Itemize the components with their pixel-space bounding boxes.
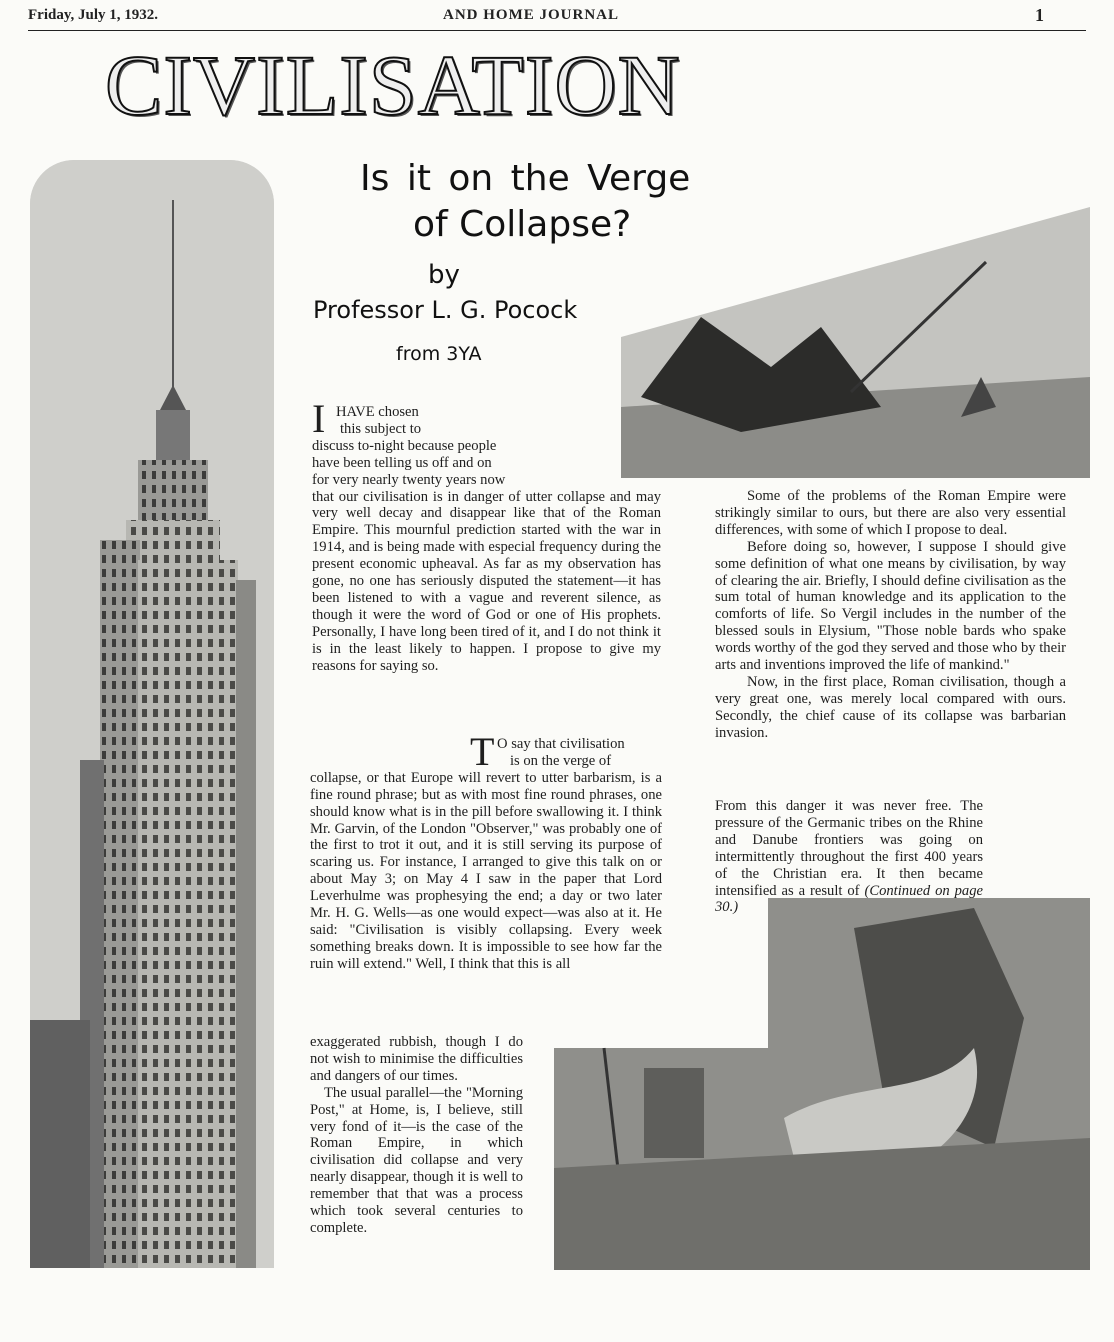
drop-cap-t: T <box>470 729 495 774</box>
intro-line: O say that civilisation <box>497 736 625 752</box>
article-title: CIVILISATION <box>105 37 681 133</box>
article-column-2-tail <box>715 798 983 916</box>
paragraph-text-span: From this danger it was never free. The pressure of the Germanic tribes on the Rhine and Danube frontiers was going on intermittently throughout the first 400 years of the Christian era. It then became intensified as a result of <box>715 798 983 899</box>
paragraph-text: collapse, or that Europe will revert to utter barbarism, is a fine round phrase; but as with most fine round phrases, one should know what is in the pill before swallowing it. I think Mr. Garvin, of the London "Observer," was probably one of the first to trot it out, and it is still serving its purpose of scaring us. For instance, I arranged to give this talk on or about May 3; on May 4 I saw in the paper that Lord Leverhulme was prophesying the end; a day or two later Mr. H. G. Wells—as one would expect—was also at it. He said: "Civilisation is visibly collapsing. Every week something breaks down. It is impossible to see how far the ruin will extend." Well, I think that this is all <box>310 769 662 972</box>
article-column-2 <box>715 488 1066 742</box>
paragraph-text <box>715 798 983 916</box>
article-column-1-para-2-tail <box>310 1034 523 1237</box>
paragraph-text: Before doing so, however, I suppose I should give some definition of what one means by civilisation, by way of clearing the air. Briefly, I should define civilisation as the sum total of human knowledge and its application to the comforts of life. So Vergil includes in the number of the blessed souls in Elysium, "Those noble bards who spake words worthy of the god they served and those who by their arts and inventions improved the life of mankind." <box>715 538 1066 674</box>
drop-cap-i: I <box>312 396 326 441</box>
publication-name: AND HOME JOURNAL <box>443 7 619 23</box>
intro-line: have been telling us off and on <box>312 454 492 471</box>
paragraph-text: Some of the problems of the Roman Empire were strikingly similar to ours, but there are also very essential differences, with some of which I propose to deal. <box>715 488 1066 538</box>
paragraph-text: that our civilisation is in danger of utter collapse and may very well decay and disappear like that of the Roman Empire. This mournful prediction started with the war in 1914, and is being made with especial frequency during the present economic upheaval. As far as my observation has gone, no one has seriously disputed the statement—it has been listened to with a vague and reverent silence, as though it were the word of God or one of His prophets. Personally, I have long been tired of it, and I do not think it is in the least likely to happen. I propose to give my reasons for saying so. <box>312 488 661 674</box>
author-name: Professor L. G. Pocock <box>313 296 578 324</box>
article-column-1-para-1 <box>312 396 661 675</box>
page-number: 1 <box>1035 5 1044 25</box>
byline-by: by <box>428 260 460 290</box>
skyscraper-photo <box>30 160 274 1268</box>
intro-line: is on the verge of <box>510 752 612 769</box>
station-name: from 3YA <box>396 343 482 365</box>
issue-date: Friday, July 1, 1932. <box>28 7 159 23</box>
article-column-1-para-2 <box>310 729 662 973</box>
paragraph-text: Now, in the first place, Roman civilisation, though a very great one, was merely local compared with ours. Secondly, the chief cause of its collapse was barbarian invasion. <box>715 673 1066 741</box>
continued-note[interactable]: (Continued on page 30.) <box>715 882 983 916</box>
intro-line: for very nearly twenty years now <box>312 471 506 488</box>
header-rule <box>28 30 1086 31</box>
paragraph-text: exaggerated rubbish, though I do not wish to minimise the difficulties and dangers of our times. <box>310 1034 523 1084</box>
intro-line: discuss to-night because people <box>312 437 497 454</box>
subtitle-line-1: Is it on the Verge <box>360 158 691 199</box>
intro-line: HAVE chosen <box>336 404 419 420</box>
sinking-ship-photo <box>621 207 1090 478</box>
intro-line: this subject to <box>340 420 422 437</box>
subtitle-line-2: of Collapse? <box>413 204 632 245</box>
paragraph-text: The usual parallel—the "Morning Post," at Home, is, I believe, still very fond of it—is the case of the Roman Empire, in which civilisation did collapse and very nearly disappear, though it is well to remember that that was a process which took several centuries to complete. <box>310 1084 523 1236</box>
